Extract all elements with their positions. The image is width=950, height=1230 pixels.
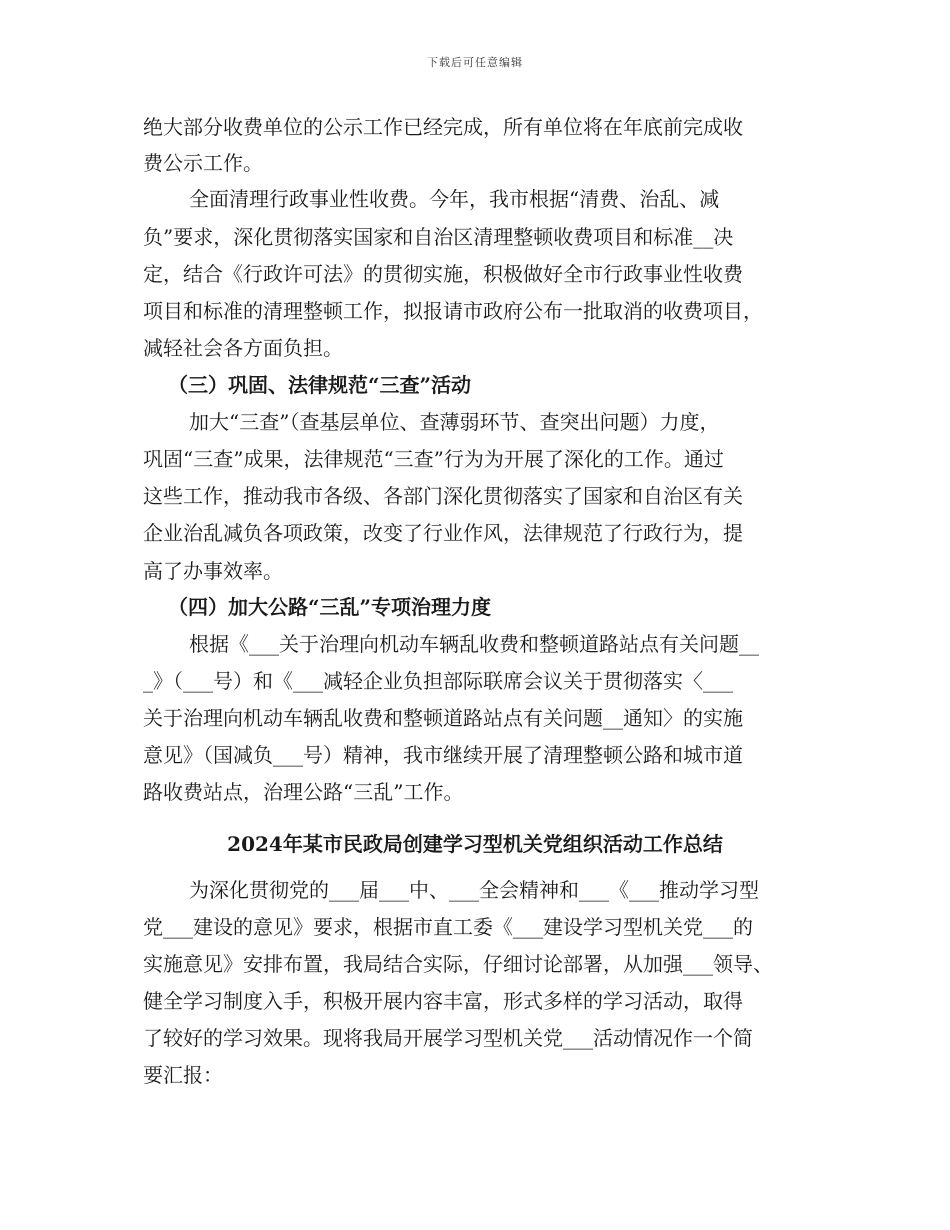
paragraph-line: 费公示工作。 <box>143 151 263 175</box>
paragraph-line: 负”要求，深化贯彻落实国家和自治区清理整顿收费项目和标准__决 <box>143 225 734 249</box>
paragraph-line: 加大“三查”（查基层单位、查薄弱环节、查突出问题）力度， <box>189 410 720 434</box>
paragraph-line: 定，结合《行政许可法》的贯彻实施，积极做好全市行政事业性收费 <box>143 262 743 286</box>
paragraph-line: 巩固“三查”成果，法律规范“三查”行为为开展了深化的工作。通过 <box>143 447 724 471</box>
paragraph-line: 高了办事效率。 <box>143 559 283 583</box>
document-title: 2024年某市民政局创建学习型机关党组织活动工作总结 <box>227 832 723 856</box>
section-heading-4: （四）加大公路“三乱”专项治理力度 <box>168 595 492 619</box>
paragraph-line: 这些工作，推动我市各级、各部门深化贯彻落实了国家和自治区有关 <box>143 484 743 508</box>
paragraph-line: 绝大部分收费单位的公示工作已经完成，所有单位将在年底前完成收 <box>143 115 743 139</box>
paragraph-line: 根据《___关于治理向机动车辆乱收费和整顿道路站点有关问题__ <box>189 632 759 656</box>
paragraph-line: 了较好的学习效果。现将我局开展学习型机关党___活动情况作一个简 <box>143 1026 753 1050</box>
paragraph-line: 关于治理向机动车辆乱收费和整顿道路站点有关问题__通知〉的实施 <box>143 706 743 730</box>
paragraph-line: _》（___号）和《___减轻企业负担部际联席会议关于贯彻落实〈___ <box>143 669 733 693</box>
paragraph-line: 为深化贯彻党的___届___中、___全会精神和___《___推动学习型 <box>189 878 759 902</box>
page-header-note: 下载后可任意编辑 <box>427 56 523 69</box>
paragraph-line: 党___建设的意见》要求，根据市直工委《___建设学习型机关党___的 <box>143 915 753 939</box>
paragraph-line: 实施意见》安排布置，我局结合实际，仔细讨论部署，从加强___领导、 <box>143 952 773 976</box>
paragraph-line: 企业治乱减负各项政策，改变了行业作风，法律规范了行政行为，提 <box>143 521 743 545</box>
paragraph-line: 路收费站点，治理公路“三乱”工作。 <box>143 780 464 804</box>
paragraph-line: 意见》（国减负___号）精神，我市继续开展了清理整顿公路和城市道 <box>143 743 743 767</box>
paragraph-line: 项目和标准的清理整顿工作，拟报请市政府公布一批取消的收费项目， <box>143 299 763 323</box>
paragraph-line: 要汇报： <box>143 1063 223 1087</box>
paragraph-line: 健全学习制度入手，积极开展内容丰富，形式多样的学习活动，取得 <box>143 989 743 1013</box>
section-heading-3: （三）巩固、法律规范“三查”活动 <box>168 373 472 397</box>
paragraph-line: 全面清理行政事业性收费。今年，我市根据“清费、治乱、减 <box>189 187 720 211</box>
paragraph-line: 减轻社会各方面负担。 <box>143 336 343 360</box>
